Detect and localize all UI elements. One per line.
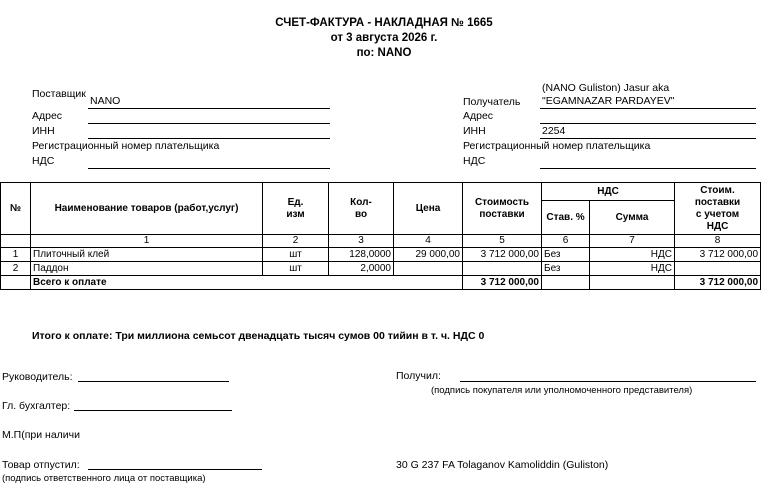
index-cell: 4 xyxy=(394,235,463,248)
index-cell: 5 xyxy=(463,235,542,248)
recipient-nds-label: НДС xyxy=(463,155,486,167)
recipient-address-underline xyxy=(540,123,756,124)
col-total-header: Стоим. поставки с учетом НДС xyxy=(675,183,761,235)
recipient-label: Получатель xyxy=(463,96,521,108)
row-unit: шт xyxy=(263,248,329,262)
row-cost: 3 712 000,00 xyxy=(463,248,542,262)
index-cell: 8 xyxy=(675,235,761,248)
row-no: 2 xyxy=(1,262,31,276)
index-cell: 1 xyxy=(31,235,263,248)
col-cost-header: Стоимость поставки xyxy=(463,183,542,235)
index-row xyxy=(1,235,761,248)
row-rate: Без xyxy=(542,248,590,262)
recipient-reg-label: Регистрационный номер плательщика xyxy=(463,140,651,152)
supplier-value: NANO xyxy=(90,95,121,107)
supplier-label: Поставщик xyxy=(32,88,86,100)
supplier-inn-label: ИНН xyxy=(32,125,55,137)
goods-table xyxy=(0,182,761,290)
index-cell: 7 xyxy=(590,235,675,248)
col-no-header: № xyxy=(1,183,31,235)
total-row-blank xyxy=(542,276,590,290)
released-signature-line xyxy=(88,469,262,470)
index-cell: 3 xyxy=(329,235,394,248)
total-label: Всего к оплате xyxy=(31,276,463,290)
supplier-reg-label: Регистрационный номер плательщика xyxy=(32,140,220,152)
col-price-header: Цена xyxy=(394,183,463,235)
supplier-nds-underline xyxy=(88,168,330,169)
total-row-blank xyxy=(1,276,31,290)
row-name: Плиточный клей xyxy=(31,248,263,262)
row-qty: 128,0000 xyxy=(329,248,394,262)
accountant-signature-line xyxy=(74,410,232,411)
invoice-to: по: NANO xyxy=(356,47,412,59)
recipient-nds-underline xyxy=(540,168,756,169)
col-qty-header: Кол- во xyxy=(329,183,394,235)
recipient-inn-label: ИНН xyxy=(463,125,486,137)
row-rate: Без xyxy=(542,262,590,276)
received-label: Получил: xyxy=(396,370,441,382)
col-name-header: Наименование товаров (работ,услуг) xyxy=(31,183,263,235)
row-sum: НДС xyxy=(590,262,675,276)
received-signature-line xyxy=(460,381,756,382)
released-label: Товар отпустил: xyxy=(2,459,80,471)
row-sum: НДС xyxy=(590,248,675,262)
col-nds-header: НДС xyxy=(542,183,675,201)
stamp-label: М.П(при наличи xyxy=(2,429,80,441)
col-rate-header: Став. % xyxy=(542,201,590,235)
row-no: 1 xyxy=(1,248,31,262)
row-name: Паддон xyxy=(31,262,263,276)
table-row xyxy=(1,262,761,276)
invoice-date: от 3 августа 2026 г. xyxy=(330,32,438,44)
col-sum-header: Сумма xyxy=(590,201,675,235)
row-cost xyxy=(463,262,542,276)
col-unit-header: Ед. изм xyxy=(263,183,329,235)
recipient-inn-value: 2254 xyxy=(542,125,566,137)
vehicle-info: 30 G 237 FA Tolaganov Kamoliddin (Guliston) xyxy=(396,459,609,471)
director-label: Руководитель: xyxy=(2,371,73,383)
total-row xyxy=(1,276,761,290)
row-price: 29 000,00 xyxy=(394,248,463,262)
total-with-nds: 3 712 000,00 xyxy=(675,276,761,290)
recipient-inn-underline xyxy=(540,138,756,139)
supplier-address-underline xyxy=(88,123,330,124)
director-signature-line xyxy=(78,381,229,382)
recipient-value-line2: "EGAMNAZAR PARDAYEV" xyxy=(542,95,675,107)
row-total: 3 712 000,00 xyxy=(675,248,761,262)
supplier-address-label: Адрес xyxy=(32,110,63,122)
index-cell: 2 xyxy=(263,235,329,248)
row-price xyxy=(394,262,463,276)
accountant-label: Гл. бухгалтер: xyxy=(2,400,71,412)
total-cost: 3 712 000,00 xyxy=(463,276,542,290)
row-qty: 2,0000 xyxy=(329,262,394,276)
amount-in-words: Итого к оплате: Три миллиона семьсот двенадцать тысяч сумов 00 тийин в т. ч. НДС 0 xyxy=(32,330,485,342)
received-note: (подпись покупателя или уполномоченного представителя) xyxy=(431,385,693,396)
table-row xyxy=(1,248,761,262)
row-unit: шт xyxy=(263,262,329,276)
recipient-value-line1: (NANO Guliston) Jasur aka xyxy=(542,82,670,94)
row-total xyxy=(675,262,761,276)
supplier-inn-underline xyxy=(88,138,330,139)
index-cell xyxy=(1,235,31,248)
supplier-nds-label: НДС xyxy=(32,155,55,167)
invoice-title: СЧЕТ-ФАКТУРА - НАКЛАДНАЯ № 1665 xyxy=(275,17,493,29)
recipient-underline xyxy=(540,108,756,109)
supplier-underline xyxy=(88,108,330,109)
total-row-blank xyxy=(590,276,675,290)
released-note: (подпись ответственного лица от поставщика) xyxy=(2,473,206,484)
index-cell: 6 xyxy=(542,235,590,248)
recipient-address-label: Адрес xyxy=(463,110,494,122)
